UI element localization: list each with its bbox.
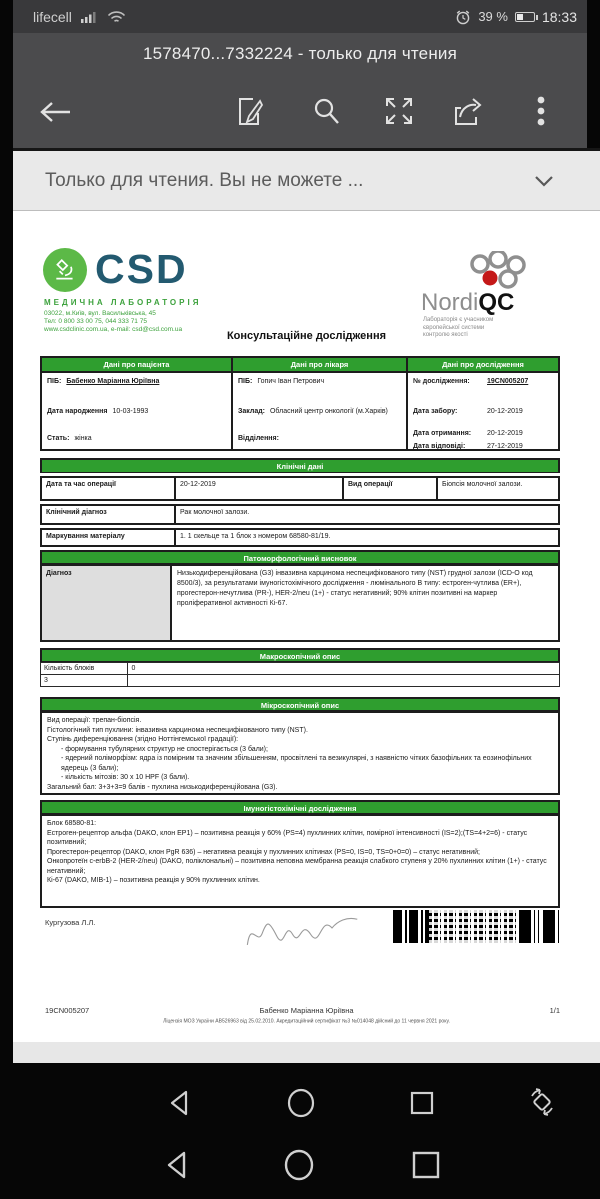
op-type-value: Біопсія молочної залози. xyxy=(436,476,560,501)
overflow-menu-icon[interactable] xyxy=(537,96,545,128)
fullscreen-icon[interactable] xyxy=(385,97,413,125)
clinical-diagnosis-value: Рак молочної залози. xyxy=(174,504,560,525)
wifi-icon xyxy=(107,10,126,24)
readonly-banner[interactable] xyxy=(13,148,600,211)
csd-wordmark: CSD xyxy=(95,246,188,292)
nordiqc-circles-icon xyxy=(467,251,537,289)
ihc-table xyxy=(40,800,560,908)
title-bar xyxy=(13,33,587,75)
ihc-line: Онкопротеїн c-erbB-2 (HER-2/neu) (DAKO, поліклональні) – позитивна неповна мембранна реакція слабкого ступеня у 20% пухлинних клітин (1+) - статус негативний; xyxy=(47,858,547,875)
patient-column xyxy=(40,356,233,451)
document-title: 1578470...7332224 - только для чтения xyxy=(142,44,458,63)
ihc-header: Імуногістохімічні дослідження xyxy=(40,800,560,815)
clinical-header: Клінічні дані xyxy=(40,458,560,473)
clinical-data-table xyxy=(40,458,560,547)
study-answered-value: 27-12-2019 xyxy=(487,443,523,450)
nordiqc-wordmark xyxy=(421,289,576,316)
nordiqc-tag-line2: європейської системи xyxy=(423,324,485,331)
micro-line: Вид операції: трепан-біопсія. xyxy=(47,717,142,724)
barcode xyxy=(393,910,561,943)
study-answered-label: Дата відповіді: xyxy=(413,443,466,450)
patient-doctor-study-table xyxy=(40,356,560,451)
doctor-clinic-label: Заклад: xyxy=(238,408,265,415)
ihc-line: Блок 68580-81: xyxy=(47,820,97,827)
ihc-line: Кі-67 (DAKO, MIB-1) – позитивна реакція у 90% пухлинних клітин. xyxy=(47,877,260,884)
chevron-down-icon[interactable] xyxy=(534,175,554,188)
footer-study-number: 19CN005207 xyxy=(45,1006,90,1015)
macro-blocks-label: Кількість блоків xyxy=(40,662,128,675)
readonly-banner-text: Только для чтения. Вы не можете ... xyxy=(45,169,364,191)
nordiqc-tag-line3: контролю якості xyxy=(423,332,468,338)
csd-logo xyxy=(43,248,87,292)
nordiqc-part1: Nordi xyxy=(421,289,479,316)
footer-license-text: Ліцензія МОЗ України АВ526963 від 25.02.2010. Акредитаційний сертифікат №3 №014048 дійсний до 11 червня 2021 року. xyxy=(163,1019,450,1025)
doctor-name-value: Гопич Іван Петрович xyxy=(257,378,325,385)
nav-home-icon[interactable] xyxy=(285,1087,317,1119)
micro-line: - ядерний поліморфізм: ядра із помірним та значним збільшенням, просвітлені та везикулярні, з наявністю чітких базофільних та еозинофільних ядерець (3 бали); xyxy=(61,755,532,772)
micro-body xyxy=(40,711,560,795)
csd-address-line3: www.csdclinic.com.ua, e-mail: csd@csd.com.ua xyxy=(44,326,183,333)
edit-icon[interactable] xyxy=(237,97,264,127)
ihc-line: Естроген-рецептор альфа (DAKO, клон EP1) – позитивна реакція у 60% (PS=4) пухлинних клітин, помірної інтенсивності (IS=2);(TS=4+2=6) - статус позитивний; xyxy=(47,829,528,846)
nordiqc-part2: QC xyxy=(478,289,515,316)
ihc-body xyxy=(40,814,560,908)
ihc-line: Прогестерон-рецептор (DAKO, клон PgR 636) – негативна реакція у пухлинних клітинах (PS=0, IS=0, TS=0+0=0) – статус негативний; xyxy=(47,848,480,856)
study-taken-value: 20-12-2019 xyxy=(487,408,523,415)
doctor-column xyxy=(231,356,408,451)
pdf-page xyxy=(13,211,600,1042)
micro-table xyxy=(40,697,560,795)
doctor-dept-label: Відділення: xyxy=(238,435,279,442)
patient-header: Дані про пацієнта xyxy=(42,358,231,373)
page-end-strip xyxy=(13,1042,600,1063)
footer-patient-name: Бабенко Маріанна Юріївна xyxy=(259,1006,354,1015)
csd-tagline: МЕДИЧНА ЛАБОРАТОРІЯ xyxy=(44,298,202,307)
nav-recents-icon[interactable] xyxy=(408,1089,436,1117)
share-icon[interactable] xyxy=(453,97,483,126)
patient-birth-value: 10-03-1993 xyxy=(112,408,149,415)
microscope-icon xyxy=(52,257,78,283)
nordiqc-tag-line1: Лабораторія є учасником xyxy=(423,317,494,323)
study-number-value: 19CN005207 xyxy=(487,378,529,385)
nav-back-icon[interactable] xyxy=(161,1148,191,1182)
study-column xyxy=(406,356,560,451)
macro-table xyxy=(40,648,560,687)
pathology-header: Патоморфологічний висновок xyxy=(40,550,560,565)
patient-sex-label: Стать: xyxy=(47,435,70,442)
nordiqc-logo xyxy=(421,251,576,340)
macro-row2-label: 3 xyxy=(40,674,128,687)
micro-line: - кількість мітозів: 30 х 10 HPF (3 бали). xyxy=(61,774,190,781)
nav-back-icon[interactable] xyxy=(165,1088,192,1118)
doctor-header: Дані про лікаря xyxy=(233,358,406,373)
op-date-value: 20-12-2019 xyxy=(174,476,344,501)
marking-value: 1. 1 скельце та 1 блок з номером 68580-81/19. xyxy=(174,528,560,547)
csd-address-line2: Тел: 0 800 33 00 75, 044 333 71 75 xyxy=(44,318,147,325)
battery-icon xyxy=(515,12,535,22)
csd-address-line1: 03022, м.Київ, вул. Васильківська, 45 xyxy=(44,310,156,317)
signal-icon xyxy=(81,10,98,24)
doctor-name-label: ПІБ: xyxy=(238,378,253,385)
patient-sex-value: жінка xyxy=(74,435,92,442)
marking-label: Маркування матеріалу xyxy=(40,528,176,547)
navigation-area xyxy=(0,1063,600,1199)
study-taken-label: Дата забору: xyxy=(413,408,458,415)
patient-name-value: Бабенко Маріанна Юріївна xyxy=(66,378,160,385)
study-number-label: № дослідження: xyxy=(413,378,470,385)
pathology-table xyxy=(40,550,560,642)
micro-line: Ступінь диференціювання (згідно Ноттінгемської градації): xyxy=(47,736,239,743)
macro-header: Макроскопічний опис xyxy=(40,648,560,663)
carrier-label: lifecell xyxy=(33,8,72,25)
doctor-clinic-value: Обласний центр онкології (м.Харків) xyxy=(269,408,388,415)
pathologist-name: Кургузова Л.Л. xyxy=(45,918,96,927)
pathology-diagnosis-label: Діагноз xyxy=(40,564,172,642)
battery-percent-label: 39 % xyxy=(478,9,508,24)
nav-home-icon[interactable] xyxy=(281,1147,317,1183)
signature-scribble xyxy=(238,909,368,947)
macro-row2-value xyxy=(127,674,561,687)
rotate-screen-icon[interactable] xyxy=(526,1086,558,1118)
study-header: Дані про дослідження xyxy=(408,358,558,373)
micro-line: Гістологічний тип пухлини: інвазивна карцинома неспецифікованого типу (NST). xyxy=(47,726,308,734)
micro-header: Мікроскопічний опис xyxy=(40,697,560,712)
search-icon[interactable] xyxy=(313,97,340,125)
patient-birth-label: Дата народження xyxy=(47,408,108,415)
clinical-diagnosis-label: Клінічний діагноз xyxy=(40,504,176,525)
pathology-diagnosis-text: Низькодиференційована (G3) інвазивна карцинома неспецифікованого типу (NST) грудної залози (ICD-O код 8500/3), за результатами імуногістохімічного дослідження - люмінального В типу: естроген-чутлива (ER+), прогестерон-нечутлива (PR-), HER-2/neu (1+) - статус негативний; 90% клітин позитивні на маркер проліферативної активності Кі-67. xyxy=(170,564,560,642)
op-date-label: Дата та час операції xyxy=(40,476,176,501)
alarm-clock-icon xyxy=(455,9,471,25)
status-bar xyxy=(13,0,587,33)
report-title: Консультаційне дослідження xyxy=(226,330,387,342)
clock-label: 18:33 xyxy=(541,8,577,25)
micro-line: Загальний бал: 3+3+3=9 балів - пухлина низькодиференційована (G3). xyxy=(47,783,278,791)
study-received-label: Дата отримання: xyxy=(413,430,472,437)
macro-blocks-value: 0 xyxy=(127,662,561,675)
back-arrow-icon[interactable] xyxy=(38,100,74,124)
nav-recents-icon[interactable] xyxy=(410,1149,442,1181)
op-type-label: Вид операції xyxy=(342,476,438,501)
study-received-value: 20-12-2019 xyxy=(487,430,523,437)
toolbar xyxy=(13,75,587,148)
micro-line: - формування тубулярних структур не спостерігається (3 бали); xyxy=(61,745,268,753)
footer-page-number: 1/1 xyxy=(549,1006,560,1015)
patient-name-label: ПІБ: xyxy=(47,378,62,385)
